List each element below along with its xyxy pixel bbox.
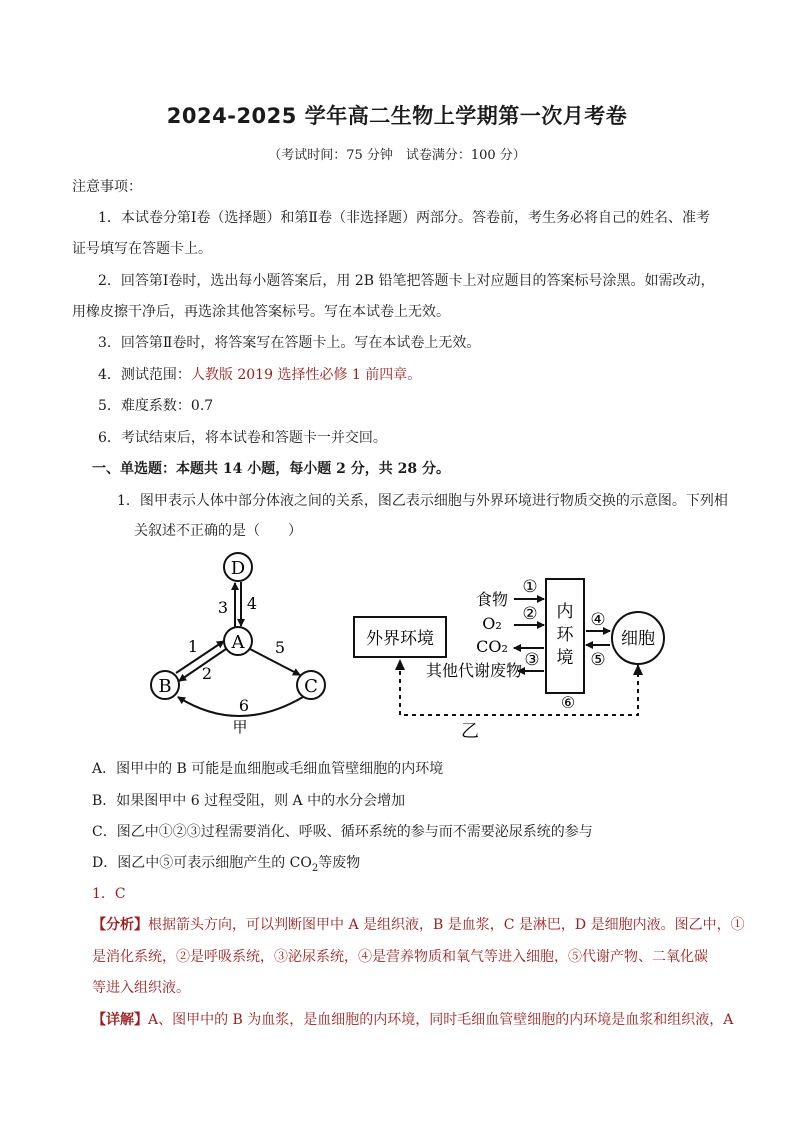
notice-item-3: 3．回答第Ⅱ卷时，将答案写在答题卡上。写在本试卷上无效。 — [98, 335, 481, 351]
figure-caption-yi: 乙 — [461, 721, 479, 742]
mark-2: ② — [522, 604, 538, 624]
waste-label: 其他代谢废物 — [425, 661, 523, 680]
cell-label: 细胞 — [621, 629, 655, 649]
mark-6: ⑥ — [560, 693, 576, 712]
option-d-suffix: 等废物 — [318, 855, 361, 871]
inner-env-char-2: 环 — [556, 625, 574, 645]
node-b-label: B — [158, 676, 172, 697]
option-d-subscript: 2 — [311, 862, 319, 874]
mark-5: ⑤ — [590, 650, 606, 670]
section-heading: 一、单选题：本题共 14 小题，每小题 2 分，共 28 分。 — [92, 461, 450, 477]
mark-3: ③ — [524, 650, 540, 670]
notice-item-5: 5．难度系数：0.7 — [98, 398, 214, 414]
question-stem-a: 1．图甲表示人体中部分体液之间的关系，图乙表示细胞与外界环境进行物质交换的示意图。下列相 — [117, 493, 728, 509]
dashed-arrowhead-outer — [395, 659, 405, 670]
analysis-tag: 【分析】 — [92, 917, 148, 933]
option-b: B．如果图甲中 6 过程受阻，则 A 中的水分会增加 — [92, 793, 406, 809]
arrow-label-6: 6 — [238, 696, 250, 715]
diagram-jia — [151, 553, 325, 736]
analysis-line-2: 是消化系统，②是呼吸系统，③泌尿系统，④是营养物质和氧气等进入细胞，⑤代谢产物、二氧化碳 — [92, 949, 708, 965]
figure-caption-jia: 甲 — [232, 718, 248, 736]
question-stem-b: 关叙述不正确的是（ ） — [134, 523, 302, 539]
node-d-label: D — [230, 558, 246, 579]
detail-text-1: A、图甲中的 B 为血浆，是血细胞的内环境，同时毛细血管壁细胞的内环境是血浆和组织液，A — [148, 1012, 734, 1028]
diagram-yi — [354, 577, 664, 742]
option-a: A．图甲中的 B 可能是血细胞或毛细血管壁细胞的内环境 — [92, 761, 444, 777]
arrow-label-4: 4 — [246, 594, 258, 613]
notice-item-1a: 1．本试卷分第Ⅰ卷（选择题）和第Ⅱ卷（非选择题）两部分。答卷前，考生务必将自己的姓名、准考 — [98, 210, 710, 226]
question-figure — [140, 545, 700, 745]
arrow-label-5: 5 — [274, 638, 286, 657]
answer-line: 1．C — [92, 886, 126, 902]
option-d — [92, 852, 360, 874]
analysis-line-1 — [92, 914, 745, 934]
arrow-label-2: 2 — [201, 664, 213, 683]
analysis-line-3: 等进入组织液。 — [92, 980, 190, 996]
co2-label: CO₂ — [476, 637, 508, 656]
inner-env-char-1: 内 — [556, 602, 574, 622]
option-c: C．图乙中①②③过程需要消化、呼吸、循环系统的参与而不需要泌尿系统的参与 — [92, 824, 593, 840]
detail-tag: 【详解】 — [92, 1012, 148, 1028]
notice-item-2b: 用橡皮擦干净后，再选涂其他答案标号。写在本试卷上无效。 — [72, 304, 450, 320]
dashed-arrowhead-cell — [633, 664, 643, 675]
notice-item-2a: 2．回答第Ⅰ卷时，选出每小题答案后，用 2B 铅笔把答题卡上对应题目的答案标号涂黑。如需改动， — [98, 273, 715, 289]
node-a-label: A — [231, 632, 245, 653]
notice-heading: 注意事项： — [72, 179, 142, 195]
notice-item-4-prefix: 4．测试范围： — [98, 367, 191, 383]
mark-1: ① — [522, 577, 538, 597]
exam-info: （考试时间：75 分钟 试卷满分：100 分） — [268, 148, 526, 163]
detail-line-1 — [92, 1009, 733, 1029]
arrow-label-3: 3 — [217, 598, 229, 617]
inner-env-char-3: 境 — [556, 648, 574, 668]
mark-4: ④ — [590, 610, 606, 630]
o2-label: O₂ — [482, 614, 502, 633]
outer-env-label: 外界环境 — [366, 629, 434, 649]
arrow-1 — [176, 641, 224, 673]
analysis-text-1: 根据箭头方向，可以判断图甲中 A 是组织液，B 是血浆，C 是淋巴，D 是细胞内液。图乙中，① — [148, 917, 745, 933]
node-c-label: C — [304, 676, 318, 697]
arrow-label-1: 1 — [187, 637, 199, 656]
food-label: 食物 — [475, 590, 509, 609]
notice-item-6: 6．考试结束后，将本试卷和答题卡一并交回。 — [98, 430, 387, 446]
notice-item-4 — [98, 364, 421, 384]
notice-item-1b: 证号填写在答题卡上。 — [72, 241, 212, 257]
option-d-prefix: D．图乙中⑤可表示细胞产生的 CO — [92, 855, 312, 871]
test-range: 人教版 2019 选择性必修 1 前四章。 — [190, 367, 422, 383]
page-title: 2024-2025 学年高二生物上学期第一次月考卷 — [166, 104, 628, 128]
